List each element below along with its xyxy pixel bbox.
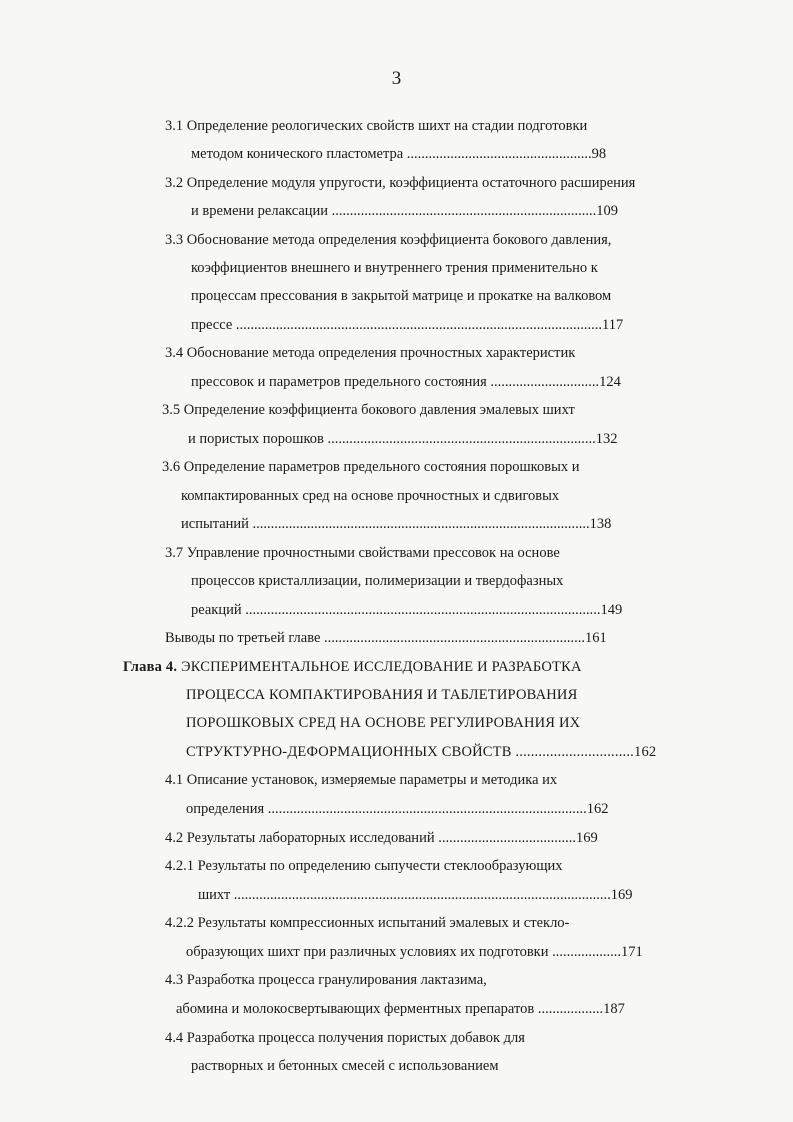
toc-entry-4-2-1-line-2: шихт ........................................................................................................169 <box>198 887 633 903</box>
toc-entry-4-4-line-2: растворных и бетонных смесей с использованием <box>191 1058 499 1074</box>
toc-entry-3-3-line-2: коэффициентов внешнего и внутреннего трения применительно к <box>191 260 598 276</box>
toc-entry-3-4-line-2: прессовок и параметров предельного состояния ..............................124 <box>191 374 621 390</box>
toc-entry-4-2-2-line-2: образующих шихт при различных условиях их подготовки ...................171 <box>186 944 643 960</box>
toc-entry-3-4-line-1: 3.4 Обоснование метода определения прочностных характеристик <box>165 345 576 361</box>
toc-entry-4-4-line-1: 4.4 Разработка процесса получения пористых добавок для <box>165 1030 525 1046</box>
toc-entry-4-2-1-line-1: 4.2.1 Результаты по определению сыпучести стеклообразующих <box>165 858 563 874</box>
toc-entry-3-6-line-3: испытаний .............................................................................................138 <box>181 516 612 532</box>
toc-entry-3-6-line-2: компактированных сред на основе прочностных и сдвиговых <box>181 488 560 504</box>
toc-entry-3-7-line-3: реакций ..................................................................................................149 <box>191 602 623 618</box>
toc-entry-3-7-line-1: 3.7 Управление прочностными свойствами прессовок на основе <box>165 545 560 561</box>
toc-chapter-4-line-2: ПРОЦЕССА КОМПАКТИРОВАНИЯ И ТАБЛЕТИРОВАНИЯ <box>186 687 578 703</box>
toc-entry-3-5-line-2: и пористых порошков ..........................................................................132 <box>188 431 618 447</box>
toc-entry-3-1-line-1: 3.1 Определение реологических свойств шихт на стадии подготовки <box>165 118 588 134</box>
toc-entry-3-3-line-4: прессе .....................................................................................................117 <box>191 317 624 333</box>
toc-entry-4-2-2-line-1: 4.2.2 Результаты компрессионных испытаний эмалевых и стекло- <box>165 915 570 931</box>
chapter-title: ЭКСПЕРИМЕНТАЛЬНОЕ ИССЛЕДОВАНИЕ И РАЗРАБОТКА <box>177 659 582 675</box>
toc-entry-4-3-line-1: 4.3 Разработка процесса гранулирования лактазима, <box>165 972 487 988</box>
toc-entry-3-3-line-3: процессам прессования в закрытой матрице и прокатке на валковом <box>191 288 612 304</box>
toc-chapter-4-line-4: СТРУКТУРНО-ДЕФОРМАЦИОННЫХ СВОЙСТВ ...............................162 <box>186 744 657 760</box>
toc-entry-4-1-line-2: определения ........................................................................................162 <box>186 801 609 817</box>
toc-chapter-4-line-3: ПОРОШКОВЫХ СРЕД НА ОСНОВЕ РЕГУЛИРОВАНИЯ ИХ <box>186 715 581 731</box>
chapter-label: Глава 4. <box>123 659 178 675</box>
toc-entry-3-5-line-1: 3.5 Определение коэффициента бокового давления эмалевых шихт <box>162 402 575 418</box>
toc-entry-3-2-line-1: 3.2 Определение модуля упругости, коэффициента остаточного расширения <box>165 175 636 191</box>
page-number: 3 <box>391 68 402 89</box>
toc-chapter-4-line-1 <box>123 658 582 676</box>
toc-entry-4-2: 4.2 Результаты лабораторных исследований ......................................169 <box>165 830 598 846</box>
toc-entry-3-2-line-2: и времени релаксации .........................................................................109 <box>191 203 619 219</box>
toc-entry-3-6-line-1: 3.6 Определение параметров предельного состояния порошковых и <box>162 459 580 475</box>
toc-entry-conclusions: Выводы по третьей главе ........................................................................161 <box>165 630 607 646</box>
toc-entry-4-3-line-2: абомина и молокосвертывающих ферментных препаратов ..................187 <box>176 1001 625 1017</box>
toc-entry-4-1-line-1: 4.1 Описание установок, измеряемые параметры и методика их <box>165 772 558 788</box>
toc-entry-3-7-line-2: процессов кристаллизации, полимеризации и твердофазных <box>191 573 564 589</box>
toc-entry-3-3-line-1: 3.3 Обоснование метода определения коэффициента бокового давления, <box>165 232 612 248</box>
toc-entry-3-1-line-2: методом конического пластометра ...................................................98 <box>191 146 607 162</box>
